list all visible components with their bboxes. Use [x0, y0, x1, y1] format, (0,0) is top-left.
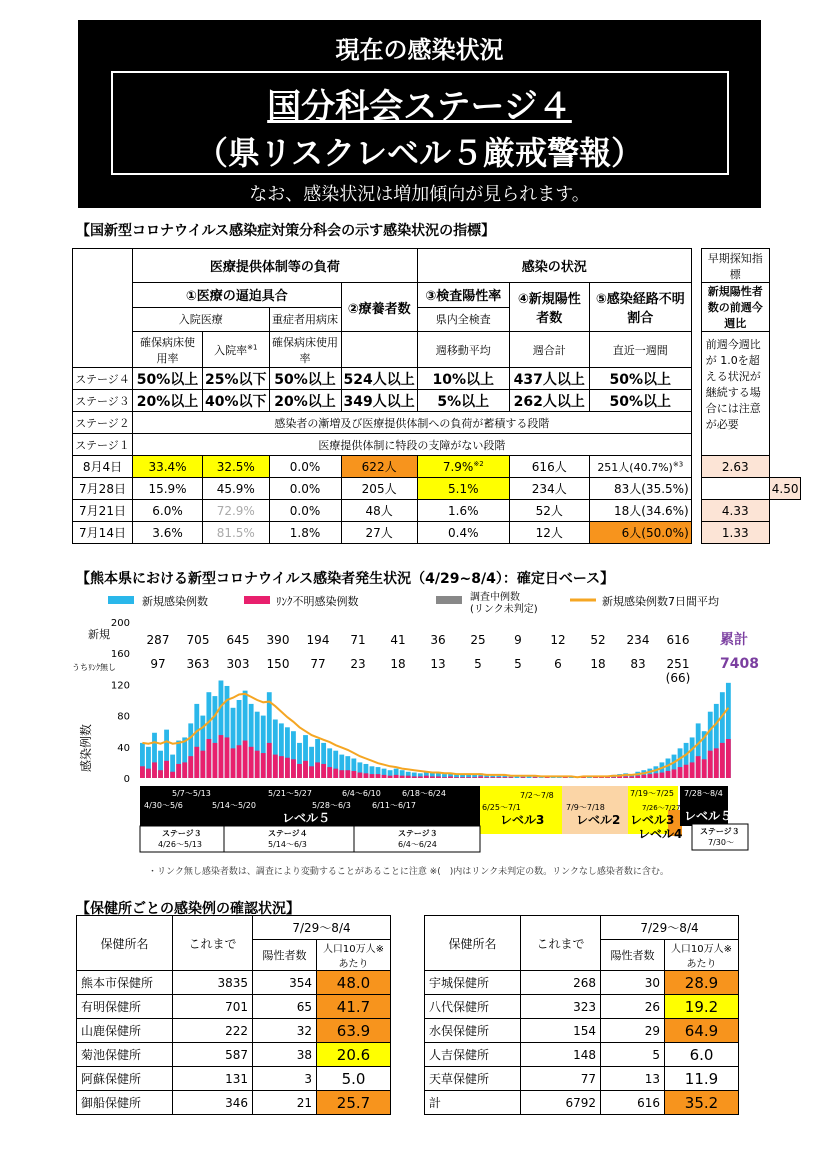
hc-section-title: 【保健所ごとの感染例の確認状況】 — [76, 901, 300, 917]
bar-unlinked — [678, 767, 683, 778]
legend-new: 新規感染例数 — [142, 595, 208, 608]
svg-text:5/21～5/27: 5/21～5/27 — [268, 789, 312, 798]
weekly-new: 36 — [430, 633, 446, 647]
bar-unlinked — [182, 762, 187, 778]
weekly-unlinked: 77 — [310, 657, 326, 671]
bar-unlinked — [200, 751, 205, 778]
svg-text:7/19～7/25: 7/19～7/25 — [630, 789, 674, 798]
avg-line — [142, 694, 728, 777]
status-header — [78, 20, 761, 208]
total-value: 7408 — [720, 656, 759, 672]
sub1-header: 入院医療 — [133, 307, 270, 332]
weekly-unlinked: 5 — [474, 657, 482, 671]
bar-unlinked — [249, 747, 254, 778]
bar-unlinked — [285, 758, 290, 778]
row-jul21: 7月21日 6.0% 72.9% 0.0% 48人 1.6% 52人 18人(34.6%) 4.33 — [73, 500, 801, 522]
bar-unlinked — [146, 769, 151, 778]
bar-unlinked — [357, 773, 362, 778]
bar-unlinked — [466, 777, 471, 778]
svg-text:6/4～6/24: 6/4～6/24 — [398, 840, 437, 849]
early-header: 早期探知指標 — [701, 249, 769, 283]
hc-table-right: 保健所名 これまで 7/29～8/4 陽性者数 人口10万人※あたり 宇城保健所 268 30 28.9 八代保健所 323 26 19.2 水俣保健所 154 29 64.9 人吉保健所 148 5 6.0 天草保健所 77 13 11.9 計 6792 616 35.2 — [424, 915, 739, 1115]
bar-unlinked — [333, 769, 338, 778]
new-label: 新規 — [88, 628, 110, 641]
svg-text:6/18～6/24: 6/18～6/24 — [402, 789, 446, 798]
bar-unlinked — [400, 776, 405, 778]
bar-unlinked — [714, 748, 719, 778]
group1-header: 医療提供体制等の負荷 — [133, 249, 418, 283]
weekly-new: 194 — [306, 633, 330, 647]
weekly-new: 71 — [350, 633, 366, 647]
c5-header: ⑤感染経路不明割合 — [589, 283, 691, 332]
legend-avg: 新規感染例数7日間平均 — [602, 595, 719, 608]
weekly-new: 390 — [266, 633, 290, 647]
weekly-new: 645 — [226, 633, 250, 647]
svg-text:ステージ３: ステージ３ — [398, 829, 438, 838]
bar-unlinked — [188, 756, 193, 778]
corner-cell — [73, 249, 133, 368]
bar-unlinked — [297, 764, 302, 778]
legend-unlinked: ﾘﾝｸ不明感染例数 — [276, 595, 359, 608]
bar-unlinked — [267, 743, 272, 778]
bar-unlinked — [533, 777, 538, 778]
bar-unlinked — [496, 777, 501, 778]
bar-unlinked — [303, 761, 308, 778]
sub2-header: 重症者用病床 — [269, 307, 341, 332]
bar-unlinked — [726, 739, 731, 778]
c2-header: ②療養者数 — [341, 283, 417, 332]
svg-text:ステージ３: ステージ３ — [700, 827, 740, 836]
bar-unlinked — [478, 776, 483, 778]
bar-unlinked — [641, 775, 646, 778]
header-note: なお、感染状況は増加傾向が見られます。 — [249, 184, 590, 205]
bar-unlinked — [158, 770, 163, 778]
svg-text:レベル５: レベル５ — [282, 811, 331, 825]
bar-unlinked — [629, 776, 634, 778]
weekly-new: 9 — [514, 633, 522, 647]
indicators-table — [72, 248, 801, 544]
bar-unlinked — [164, 761, 169, 778]
y-tick-label: 200 — [110, 618, 130, 629]
bar-unlinked — [490, 777, 495, 778]
chart-legend — [108, 590, 719, 615]
svg-text:5/14～5/20: 5/14～5/20 — [212, 801, 256, 810]
bar-unlinked — [327, 767, 332, 778]
hc-row: 水俣保健所 154 29 64.9 — [425, 1019, 739, 1043]
bar-unlinked — [291, 759, 296, 778]
weekly-new: 287 — [146, 633, 170, 647]
l3-header: 確保病床使用率 — [269, 332, 341, 368]
bar-unlinked — [170, 772, 175, 778]
l2-header: 入院率$^{※1}$ — [203, 332, 270, 368]
bar-unlinked — [321, 764, 326, 778]
hc-row: 御船保健所 346 21 25.7 — [77, 1091, 391, 1115]
bar-unlinked — [454, 777, 459, 778]
bar-unlinked — [279, 756, 284, 778]
hc-row: 計 6792 616 35.2 — [425, 1091, 739, 1115]
weekly-unlinked: 13 — [430, 657, 446, 671]
y-tick-label: 120 — [110, 680, 130, 692]
bar-unlinked — [225, 737, 230, 778]
bar-unlinked — [611, 777, 616, 778]
bar-unlinked — [666, 771, 671, 778]
bar-unlinked — [521, 777, 526, 778]
weekly-new: 234 — [626, 633, 650, 647]
c4-header: ④新規陽性者数 — [509, 283, 589, 332]
bar-unlinked — [635, 776, 640, 778]
bar-unlinked — [684, 765, 689, 778]
unlinked-extra: (66) — [665, 671, 691, 685]
bar-unlinked — [206, 739, 211, 778]
stage1-row: ステージ１ 医療提供体制に特段の支障がない段階 — [73, 434, 801, 456]
svg-text:7/30～: 7/30～ — [708, 838, 734, 847]
weekly-unlinked: 18 — [390, 657, 406, 671]
row-aug4: 8月4日 33.4% 32.5% 0.0% 622人 7.9%$^{※2}$ 616人 251人$(40.7\%)^{※3}$ 2.63 — [73, 456, 801, 478]
c3-header: ③検査陽性率 — [417, 283, 509, 308]
chart-note: ・リンク無し感染者数は、調査により変動することがあることに注意 ※( )内はリンク未判定の数。リンクなし感染者数に含む。 — [148, 867, 669, 877]
legend-investigating: 調査中例数 — [470, 592, 520, 603]
hc-row: 天草保健所 77 13 11.9 — [425, 1067, 739, 1091]
bar-unlinked — [623, 776, 628, 778]
bar-unlinked — [370, 774, 375, 778]
bar-unlinked — [388, 776, 393, 778]
weekly-unlinked: 363 — [186, 657, 210, 671]
weekly-new: 705 — [186, 633, 210, 647]
level-title: （県リスクレベル５厳戒警報） — [195, 134, 644, 172]
legend-swatch-new — [108, 596, 134, 604]
weekly-new: 12 — [550, 633, 566, 647]
svg-text:レベル4: レベル4 — [638, 827, 683, 841]
hc-row: 宇城保健所 268 30 28.9 — [425, 971, 739, 995]
hc-table-left: 保健所名 これまで 7/29～8/4 陽性者数 人口10万人※あたり 熊本市保健所 3835 354 48.0 有明保健所 701 65 41.7 山鹿保健所 222 32 63.9 菊池保健所 587 38 20.6 阿蘇保健所 131 3 5.0 御船保健所 346 21 25.7 — [76, 915, 391, 1115]
bar-unlinked — [660, 773, 665, 778]
bar-unlinked — [424, 776, 429, 778]
y-ticks — [111, 618, 130, 785]
l6-header: 直近一週間 — [589, 332, 691, 368]
svg-text:4/26～5/13: 4/26～5/13 — [158, 840, 202, 849]
weekly-new: 41 — [390, 633, 406, 647]
svg-text:7/26～7/27: 7/26～7/27 — [642, 804, 681, 812]
bar-unlinked — [194, 747, 199, 778]
weekly-unlinked: 303 — [226, 657, 250, 671]
indicators-section-title: 【国新型コロナウイルス感染症対策分科会の示す感染状況の指標】 — [76, 223, 496, 239]
bar-unlinked — [339, 770, 344, 778]
stage-title: 国分科会ステージ４ — [267, 87, 572, 127]
svg-text:5/7～5/13: 5/7～5/13 — [172, 789, 211, 798]
hc-row: 菊池保健所 587 38 20.6 — [77, 1043, 391, 1067]
bar-unlinked — [376, 774, 381, 778]
bars — [140, 681, 731, 779]
hc-row: 人吉保健所 148 5 6.0 — [425, 1043, 739, 1067]
weekly-unlinked: 150 — [266, 657, 290, 671]
bar-unlinked — [315, 762, 320, 778]
row-jul28: 7月28日 15.9% 45.9% 0.0% 205人 5.1% 234人 83人(35.5%) 4.50 — [73, 478, 801, 500]
weekly-new: 616 — [666, 633, 690, 647]
bar-unlinked — [442, 777, 447, 778]
group2-header: 感染の状況 — [417, 249, 691, 283]
bar-unlinked — [412, 776, 417, 778]
l4-header: 週移動平均 — [417, 332, 509, 368]
weekly-unlinked: 251 — [666, 657, 690, 671]
stage2-row: ステージ２ 感染者の漸増及び医療提供体制への負荷が蓄積する段階 — [73, 412, 801, 434]
stage4-row: ステージ４ 50%以上 25%以下 50%以上 524人以上 10%以上 437人以上 50%以上 — [73, 368, 801, 390]
bar-unlinked — [219, 735, 224, 778]
y-tick-label: 0 — [123, 774, 130, 785]
side-note: 前週今週比が 1.0を超える状況が継続する場合には注意が必要 — [701, 332, 769, 456]
bar-unlinked — [653, 773, 658, 778]
header-title: 現在の感染状況 — [335, 36, 504, 64]
svg-text:7/28～8/4: 7/28～8/4 — [684, 789, 723, 798]
weekly-numbers — [147, 633, 691, 685]
bar-unlinked — [243, 741, 248, 778]
bar-unlinked — [231, 748, 236, 778]
bar-unlinked — [690, 762, 695, 778]
bar-unlinked — [406, 776, 411, 778]
bar-unlinked — [647, 774, 652, 778]
bar-unlinked — [672, 769, 677, 778]
legend-swatch-investigating — [436, 596, 462, 604]
svg-text:5/14～6/3: 5/14～6/3 — [268, 840, 307, 849]
legend-investigating-sub: (リンク未判定) — [470, 604, 538, 615]
y-tick-label: 80 — [117, 711, 130, 723]
total-label: 累計 — [720, 632, 748, 648]
bar-unlinked — [261, 753, 266, 778]
svg-text:ステージ３: ステージ３ — [162, 829, 202, 838]
svg-text:レベル2: レベル2 — [576, 813, 621, 827]
bar-unlinked — [152, 762, 157, 778]
y-tick-label: 40 — [117, 742, 130, 754]
weekly-unlinked: 83 — [630, 657, 646, 671]
bar-unlinked — [176, 764, 181, 778]
bar-unlinked — [255, 751, 260, 778]
hc-row: 熊本市保健所 3835 354 48.0 — [77, 971, 391, 995]
svg-text:7/2～7/8: 7/2～7/8 — [520, 791, 554, 800]
svg-text:7/9～7/18: 7/9～7/18 — [566, 803, 605, 812]
cases-chart — [72, 588, 762, 888]
stage-box — [111, 71, 729, 175]
legend-swatch-unlinked — [244, 596, 270, 604]
c1-header: ①医療の逼迫具合 — [133, 283, 342, 308]
bar-unlinked — [448, 776, 453, 778]
sub3-header: 県内全検査 — [417, 307, 509, 332]
bar-unlinked — [696, 756, 701, 778]
hc-row: 八代保健所 323 26 19.2 — [425, 995, 739, 1019]
svg-text:6/4～6/10: 6/4～6/10 — [342, 789, 381, 798]
bar-unlinked — [382, 775, 387, 778]
bar-unlinked — [472, 777, 477, 778]
bar-unlinked — [702, 759, 707, 778]
bar-unlinked — [508, 777, 513, 778]
bar-unlinked — [364, 773, 369, 778]
weekly-new: 52 — [590, 633, 606, 647]
bar-unlinked — [351, 771, 356, 778]
bar-unlinked — [140, 766, 145, 778]
y-axis-label: 感染例数 — [79, 723, 93, 773]
svg-text:レベル５: レベル５ — [684, 809, 733, 823]
weekly-unlinked: 23 — [350, 657, 366, 671]
bar-unlinked — [273, 755, 278, 778]
chart-section-title: 【熊本県における新型コロナウイルス感染者発生状況（4/29~8/4）：確定日ベース】 — [76, 571, 615, 587]
c6-header: 新規陽性者数の前週今週比 — [701, 283, 769, 332]
weekly-unlinked: 18 — [590, 657, 606, 671]
y-tick-label: 160 — [110, 649, 130, 661]
bar-unlinked — [237, 745, 242, 778]
bar-unlinked — [394, 775, 399, 778]
weekly-new: 25 — [470, 633, 486, 647]
hc-row: 有明保健所 701 65 41.7 — [77, 995, 391, 1019]
svg-text:レベル3: レベル3 — [500, 813, 545, 827]
hc-row: 阿蘇保健所 131 3 5.0 — [77, 1067, 391, 1091]
row-jul14: 7月14日 3.6% 81.5% 1.8% 27人 0.4% 12人 6人(50.0%) 1.33 — [73, 522, 801, 544]
svg-text:6/11～6/17: 6/11～6/17 — [372, 801, 416, 810]
bar-unlinked — [418, 776, 423, 778]
weekly-unlinked: 5 — [514, 657, 522, 671]
bar-unlinked — [436, 776, 441, 778]
bar-unlinked — [309, 766, 314, 778]
l5-header: 週合計 — [509, 332, 589, 368]
svg-text:5/28～6/3: 5/28～6/3 — [312, 801, 351, 810]
svg-text:6/25～7/1: 6/25～7/1 — [482, 803, 521, 812]
stage3-row: ステージ３ 20%以上 40%以下 20%以上 349人以上 5%以上 262人以上 50%以上 — [73, 390, 801, 412]
bar-unlinked — [484, 777, 489, 778]
unlinked-label: うちﾘﾝｸ無し — [72, 663, 116, 672]
hc-row: 山鹿保健所 222 32 63.9 — [77, 1019, 391, 1043]
svg-text:ステージ４: ステージ４ — [268, 829, 308, 838]
svg-text:レベル3: レベル3 — [630, 813, 675, 827]
bar-unlinked — [345, 770, 350, 778]
weekly-unlinked: 6 — [554, 657, 562, 671]
bar-unlinked — [460, 777, 465, 778]
bar-unlinked — [430, 776, 435, 778]
svg-text:4/30～5/6: 4/30～5/6 — [144, 801, 183, 810]
weekly-unlinked: 97 — [150, 657, 166, 671]
bar-unlinked — [502, 777, 507, 778]
bar-unlinked — [708, 751, 713, 778]
l1-header: 確保病床使用率 — [133, 332, 203, 368]
bar-unlinked — [212, 743, 217, 778]
bar-unlinked — [720, 743, 725, 778]
